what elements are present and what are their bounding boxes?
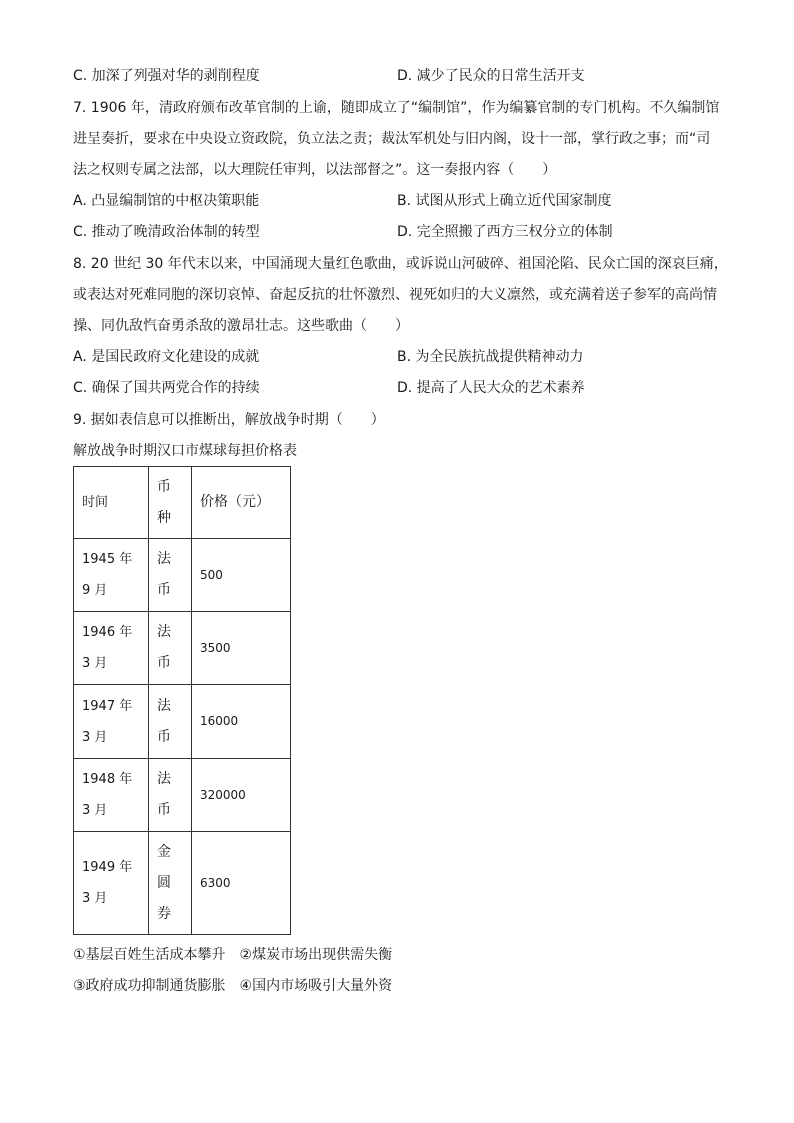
cell-currency-char-1: 金 [157,843,171,860]
cell-price: 320000 [192,759,291,832]
q8-options-row-cd [73,378,733,398]
cell-currency-char-2: 币 [157,802,171,818]
cell-currency [149,832,192,935]
cell-time-month: 3 月 [82,656,108,671]
cell-currency-char-1: 法 [157,624,171,640]
q8-option-c: C. 确保了国共两党合作的持续 [73,380,260,396]
q8-stem-line-3: 操、同仇敌忾奋勇杀敌的激昂壮志。这些歌曲（ ） [73,318,409,334]
cell-time-year: 1947 年 [82,698,133,714]
header-currency-char-2: 种 [157,509,171,526]
q8-stem-line-2: 或表达对死难同胞的深切哀悼、奋起反抗的壮怀激烈、视死如归的大义凛然，或充满着送子参军的高尚情 [73,287,717,303]
cell-time-year: 1949 年 [82,860,133,875]
q9-stem: 9. 据如表信息可以推断出，解放战争时期（ ） [73,412,385,428]
cell-time-year: 1948 年 [82,772,133,787]
header-time: 时间 [74,467,149,539]
header-currency-char-1: 币 [157,478,171,495]
cell-currency-char-2: 币 [157,728,171,745]
cell-currency-char-2: 币 [157,582,171,598]
q9-statements-line-2: ③政府成功抑制通货膨胀 ④国内市场吸引大量外资 [73,978,393,994]
q7-option-a: A. 凸显编制馆的中枢决策职能 [73,193,260,209]
cell-currency-char-3: 券 [157,905,171,922]
q9-statements-line-1: ①基层百姓生活成本攀升 ②煤炭市场出现供需失衡 [73,947,393,963]
cell-price: 6300 [192,832,291,935]
cell-currency [149,759,192,832]
price-table-header-row [74,467,291,539]
q8-option-a: A. 是国民政府文化建设的成就 [73,349,260,365]
q8-option-b: B. 为全民族抗战提供精神动力 [397,349,584,365]
header-price: 价格（元） [192,467,291,539]
cell-time [74,612,149,685]
q7-stem-line-1: 7. 1906 年，清政府颁布改革官制的上谕，随即成立了“编制馆”，作为编纂官制的专门机构。不久编制馆 [73,100,720,116]
q7-options-row-ab [73,191,733,211]
cell-time-month: 3 月 [82,803,108,818]
q6-option-c: C. 加深了列强对华的剥削程度 [73,68,260,84]
table-row [74,832,291,935]
q6-option-d: D. 减少了民众的日常生活开支 [397,68,585,84]
q7-option-b: B. 试图从形式上确立近代国家制度 [397,193,612,209]
cell-currency [149,539,192,612]
cell-time [74,539,149,612]
cell-currency-char-1: 法 [157,771,171,787]
q8-stem-line-1: 8. 20 世纪 30 年代末以来，中国涌现大量红色歌曲，或诉说山河破碎、祖国沦陷、民众亡国的深哀巨痛， [73,256,728,272]
cell-time-month: 9 月 [82,583,108,598]
q7-stem-line-2: 进呈奏折，要求在中央设立资政院，负立法之责；裁汰军机处与旧内阁，设十一部，掌行政之事；而“司 [73,131,711,147]
cell-currency-char-2: 圆 [157,874,171,891]
q7-options-row-cd [73,222,733,242]
price-table [73,466,291,935]
cell-price: 16000 [192,685,291,759]
cell-time [74,832,149,935]
q9-table-title: 解放战争时期汉口市煤球每担价格表 [73,443,297,459]
cell-currency-char-1: 法 [157,697,171,714]
cell-time-month: 3 月 [82,891,108,906]
cell-time [74,759,149,832]
cell-price: 3500 [192,612,291,685]
table-row [74,539,291,612]
table-row [74,759,291,832]
cell-currency-char-1: 法 [157,551,171,567]
cell-time-month: 3 月 [82,729,108,745]
q7-option-d: D. 完全照搬了西方三权分立的体制 [397,224,613,240]
cell-currency [149,685,192,759]
q8-option-d: D. 提高了人民大众的艺术素养 [397,380,585,396]
table-row [74,685,291,759]
cell-time-year: 1946 年 [82,625,133,640]
cell-time [74,685,149,759]
q7-stem-line-3: 法之权则专属之法部，以大理院任审判，以法部督之”。这一奏报内容（ ） [73,162,557,178]
header-currency [149,467,192,539]
cell-currency [149,612,192,685]
q7-option-c: C. 推动了晚清政治体制的转型 [73,224,260,240]
table-row [74,612,291,685]
cell-price: 500 [192,539,291,612]
cell-currency-char-2: 币 [157,655,171,671]
cell-time-year: 1945 年 [82,552,133,567]
q6-options-row-cd [73,66,733,86]
q8-options-row-ab [73,347,733,367]
